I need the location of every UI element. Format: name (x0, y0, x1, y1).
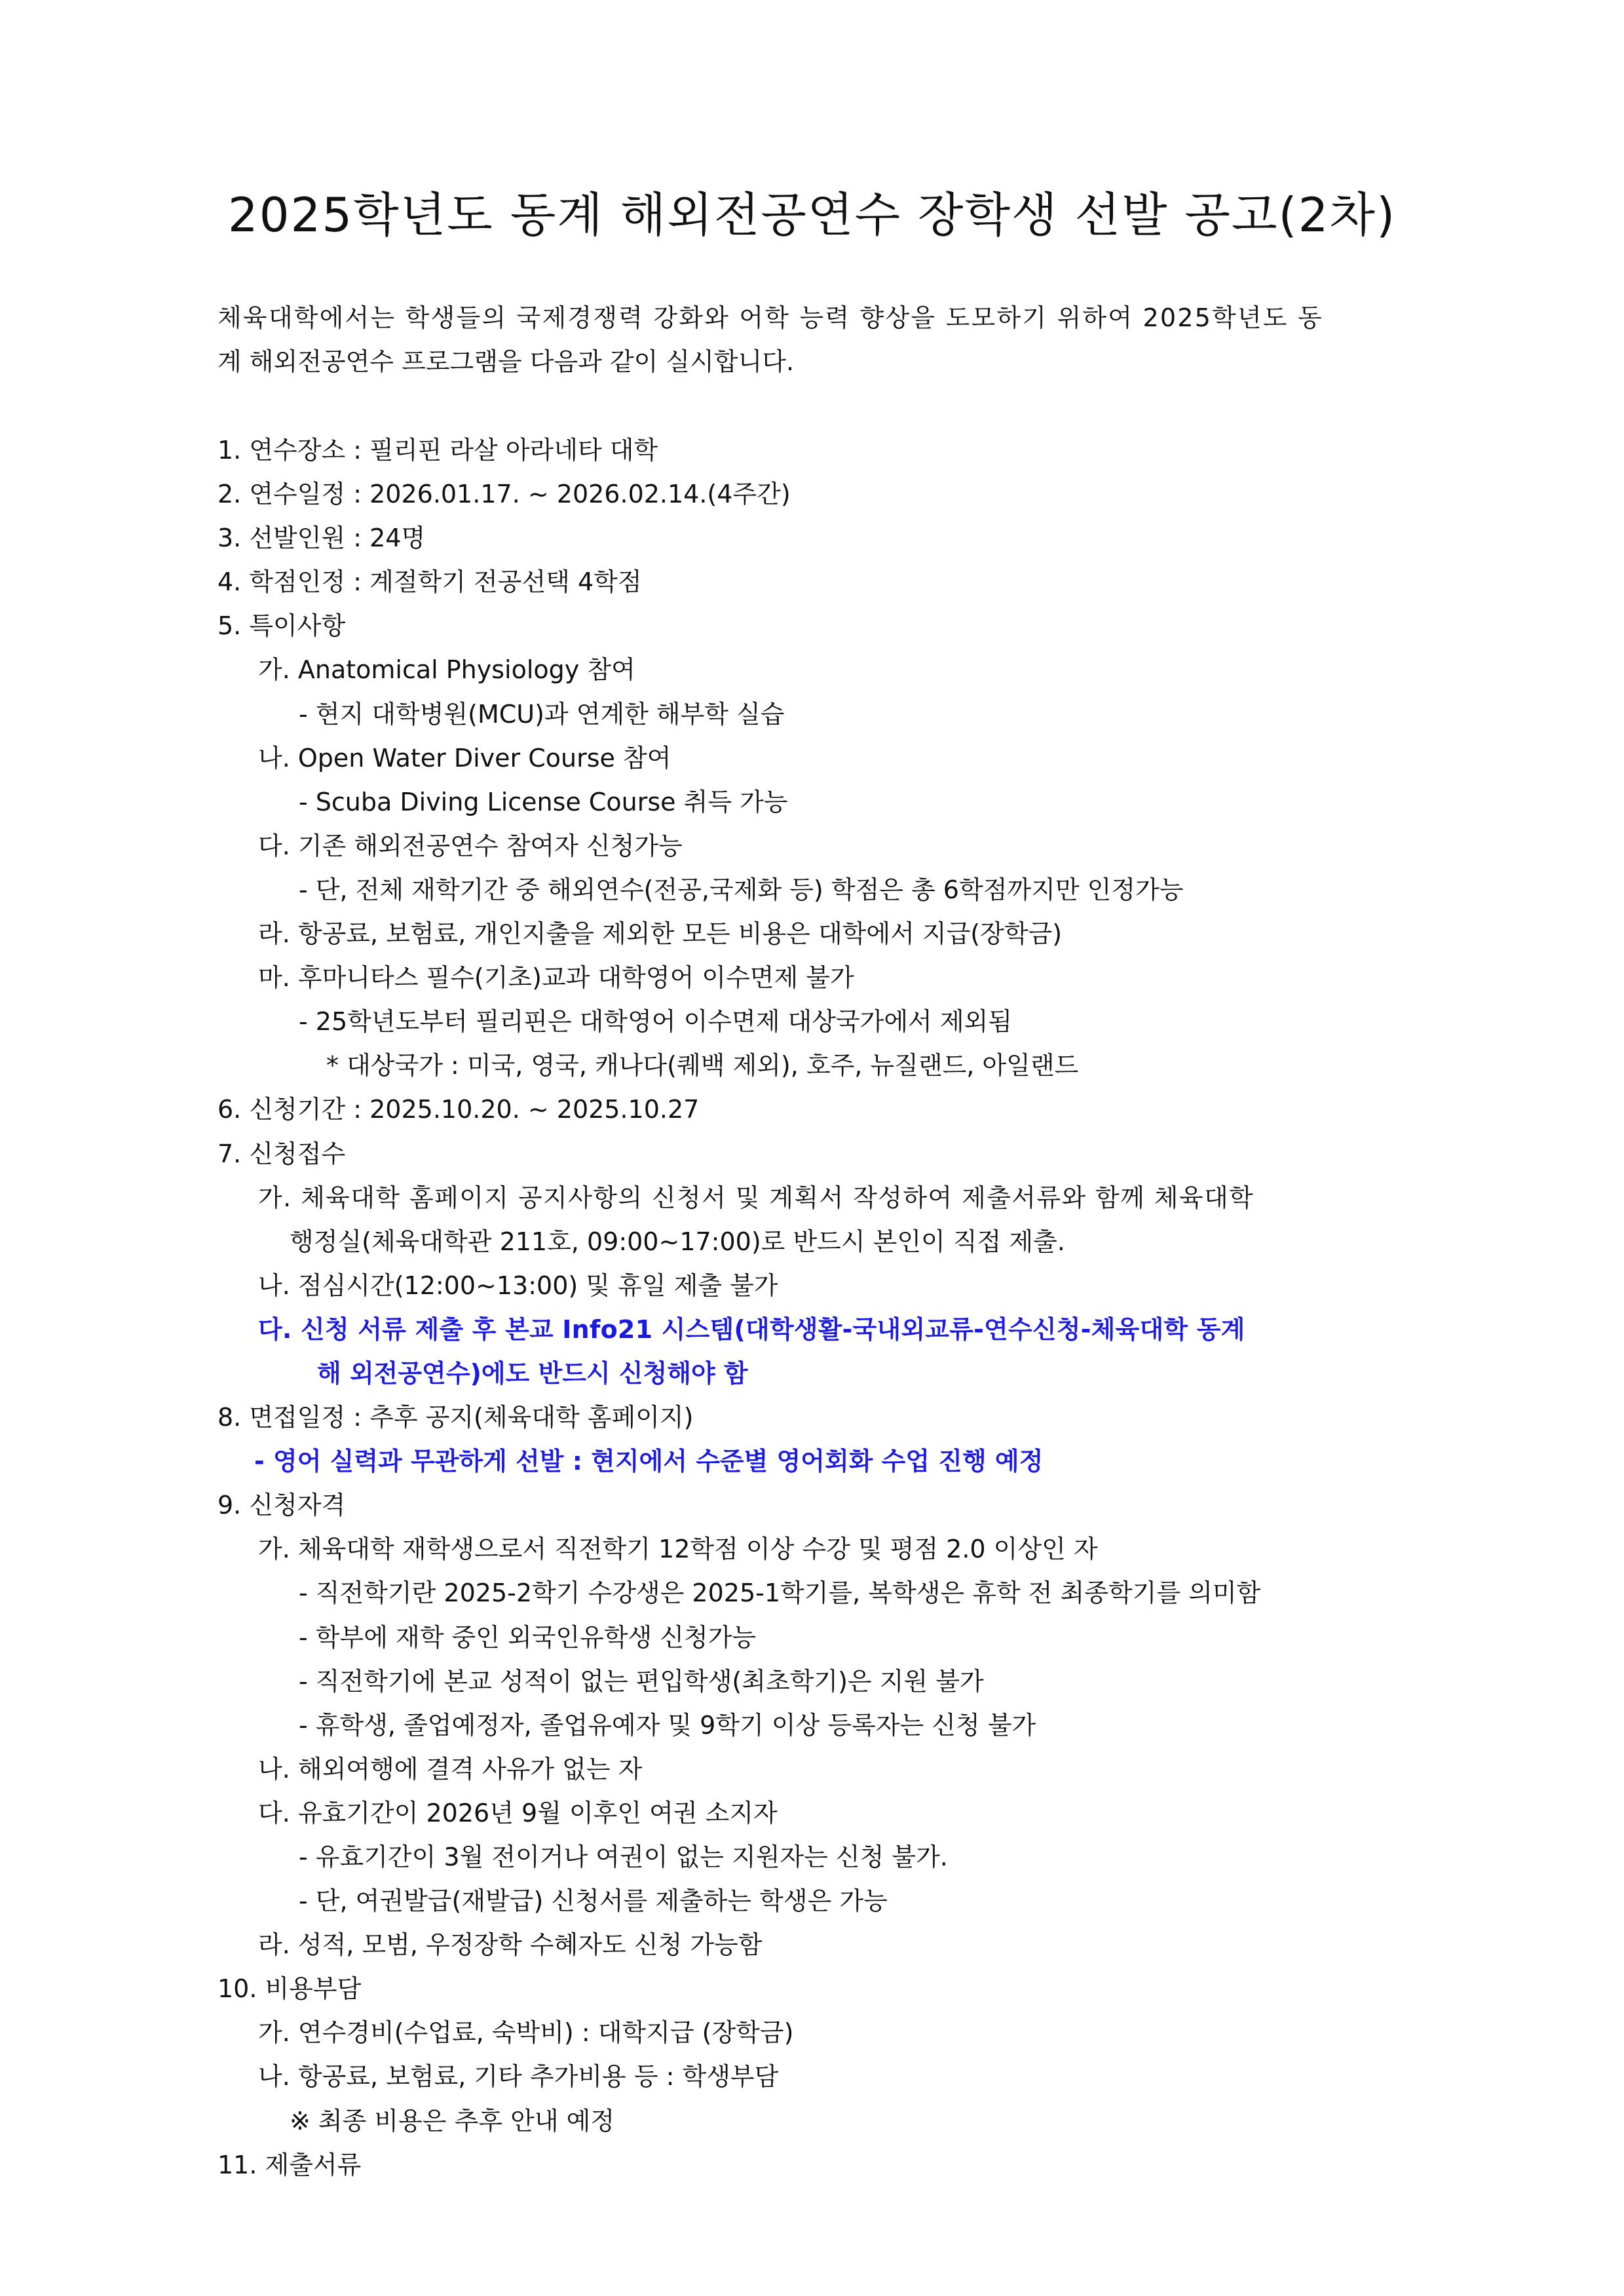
detail-line: - 유효기간이 3월 전이거나 여권이 없는 지원자는 신청 불가. (299, 1843, 948, 1871)
subitem: 나. 항공료, 보험료, 기타 추가비용 등 : 학생부담 (258, 2062, 779, 2092)
item-credit: 4. 학점인정 : 계절학기 전공선택 4학점 (217, 567, 642, 597)
page-title: 2025학년도 동계 해외전공연수 장학생 선발 공고(2차) (227, 187, 1397, 242)
detail-line: - 직전학기에 본교 성적이 없는 편입학생(최초학기)은 지원 불가 (299, 1666, 984, 1696)
subitem: 나. Open Water Diver Course 참여 (258, 743, 671, 773)
item-location: 1. 연수장소 : 필리핀 라살 아라네타 대학 (217, 436, 658, 465)
item-documents: 11. 제출서류 (217, 2150, 362, 2179)
note-line: * 대상국가 : 미국, 영국, 캐나다(퀘백 제외), 호주, 뉴질랜드, 아일랜드 (326, 1051, 1079, 1081)
subitem: 나. 점심시간(12:00~13:00) 및 휴일 제출 불가 (258, 1271, 778, 1300)
item-eligibility: 9. 신청자격 (217, 1491, 346, 1520)
item-application: 7. 신청접수 (217, 1139, 346, 1168)
detail-line: - 단, 여권발급(재발급) 신청서를 제출하는 학생은 가능 (299, 1886, 888, 1916)
item-application-period: 6. 신청기간 : 2025.10.20. ~ 2025.10.27 (217, 1095, 700, 1124)
subitem: 가. 연수경비(수업료, 숙박비) : 대학지급 (장학금) (258, 2018, 794, 2048)
subitem: 다. 유효기간이 2026년 9월 이후인 여권 소지자 (258, 1798, 778, 1827)
detail-line: - 현지 대학병원(MCU)과 연계한 해부학 실습 (299, 699, 785, 729)
subitem: 가. Anatomical Physiology 참여 (258, 655, 635, 685)
detail-line: - 학부에 재학 중인 외국인유학생 신청가능 (299, 1622, 757, 1652)
note-line: ※ 최종 비용은 추후 안내 예정 (290, 2106, 615, 2135)
subitem: 라. 항공료, 보험료, 개인지출을 제외한 모든 비용은 대학에서 지급(장학금) (258, 919, 1063, 949)
subitem: 라. 성적, 모범, 우정장학 수혜자도 신청 가능함 (258, 1930, 763, 1960)
subitem: 가. 체육대학 홈페이지 공지사항의 신청서 및 계획서 작성하여 제출서류와 함께 체육대학 (258, 1183, 1255, 1212)
highlight-line: 다. 신청 서류 제출 후 본교 Info21 시스템(대학생활-국내외교류-연수신청-체육대학 동계 (258, 1314, 1245, 1344)
subitem: 가. 체육대학 재학생으로서 직전학기 12학점 이상 수강 및 평점 2.0 이상인 자 (258, 1535, 1098, 1564)
subitem: 마. 후마니타스 필수(기초)교과 대학영어 이수면제 불가 (258, 963, 854, 993)
subitem: 나. 해외여행에 결격 사유가 없는 자 (258, 1754, 643, 1784)
detail-line: - 25학년도부터 필리핀은 대학영어 이수면제 대상국가에서 제외됨 (299, 1007, 1012, 1037)
detail-line: - Scuba Diving License Course 취득 가능 (299, 787, 788, 816)
highlight-line: 해 외전공연수)에도 반드시 신청해야 함 (317, 1358, 748, 1388)
detail-line: - 휴학생, 졸업예정자, 졸업유예자 및 9학기 이상 등록자는 신청 불가 (299, 1710, 1036, 1740)
notice-body (217, 429, 1462, 2187)
detail-line: - 직전학기란 2025-2학기 수강생은 2025-1학기를, 복학생은 휴학 전 최종학기를 의미함 (299, 1578, 1261, 1608)
detail-line: 행정실(체육대학관 211호, 09:00~17:00)로 반드시 본인이 직접 제출. (290, 1227, 1065, 1256)
highlight-line: - 영어 실력과 무관하게 선발 : 현지에서 수준별 영어회화 수업 진행 예정 (254, 1447, 1044, 1476)
intro-line: 계 해외전공연수 프로그램을 다음과 같이 실시합니다. (217, 347, 795, 376)
item-interview: 8. 면접일정 : 추후 공지(체육대학 홈페이지) (217, 1403, 694, 1432)
item-schedule: 2. 연수일정 : 2026.01.17. ~ 2026.02.14.(4주간) (217, 480, 791, 509)
item-quota: 3. 선발인원 : 24명 (217, 524, 426, 553)
item-cost: 10. 비용부담 (217, 1974, 362, 2004)
subitem: 다. 기존 해외전공연수 참여자 신청가능 (258, 831, 683, 860)
detail-line: - 단, 전체 재학기간 중 해외연수(전공,국제화 등) 학점은 총 6학점까지만 인정가능 (299, 875, 1184, 904)
intro-line: 체육대학에서는 학생들의 국제경쟁력 강화와 어학 능력 향상을 도모하기 위하여 2025학년도 동 (217, 303, 1323, 332)
item-special-notes: 5. 특이사항 (217, 611, 346, 641)
intro-paragraph (217, 296, 1436, 384)
